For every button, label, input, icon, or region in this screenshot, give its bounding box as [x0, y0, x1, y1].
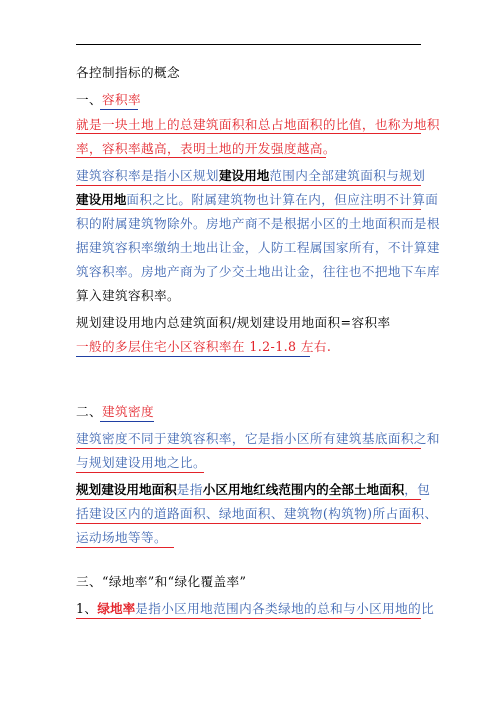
paragraph-2-line-3: 积的附属建筑物除外。房地产商不是根据小区的土地面积而是根: [76, 216, 440, 231]
formula-line: 规划建设用地内总建筑面积/规划建设用地面积=容积率: [76, 315, 391, 330]
text-span: 是指: [176, 482, 203, 497]
section-1-number: 一、: [76, 92, 102, 107]
text-span: 范围内全部建筑面积与规划: [269, 168, 426, 183]
paragraph-2-line-4: 据建筑容积率缴纳土地出让金，人防工程属国家所有，不计算建: [76, 240, 440, 255]
section-2-heading: [76, 403, 154, 421]
text-span: 1、: [76, 601, 98, 616]
text-span: 建设用地: [218, 168, 270, 183]
section-3-heading: 三、“绿地率”和“绿化覆盖率”: [76, 574, 247, 589]
paragraph-5-line-1: [76, 600, 434, 618]
header-rule: [76, 44, 421, 45]
section-1-title: 容积率: [102, 92, 141, 107]
paragraph-2-line-2: [76, 191, 438, 209]
paragraph-2-line-5: 筑容积率。房地产商为了少交土地出让金，往往也不把地下车库: [76, 264, 440, 279]
text-span: 建筑容积率是指小区规划: [76, 168, 219, 183]
paragraph-4-line-1: [76, 481, 430, 499]
section-1-heading: [76, 91, 141, 109]
document-title: 各控制指标的概念: [76, 65, 180, 80]
paragraph-1-line-2: 率，容积率越高，表明土地的开发强度越高。: [76, 141, 336, 156]
underline: [76, 185, 421, 186]
paragraph-4-line-3: 运动场地等等。: [76, 530, 167, 545]
underline: [76, 472, 204, 473]
paragraph-3-line-2: 与规划建设用地之比。: [76, 455, 206, 470]
underline: [100, 109, 138, 110]
text-span: 规划建设用地面积: [76, 482, 177, 497]
section-2-title: 建筑密度: [102, 404, 154, 419]
underline: [100, 421, 154, 422]
paragraph-3-line-1: 建筑密度不同于建筑容积率，它是指小区所有建筑基底面积之和: [76, 431, 440, 446]
underline: [76, 523, 421, 524]
underline: [76, 448, 421, 449]
underline: [76, 547, 174, 548]
text-span: 面积之比。附属建筑物也计算在内，但应注明不计算面: [126, 192, 439, 207]
underline: [76, 618, 421, 619]
underline: [76, 209, 421, 210]
text-span: ，包: [404, 482, 431, 497]
typical-range-line: 一般的多层住宅小区容积率在 1.2-1.8 左右.: [76, 339, 332, 354]
paragraph-2-line-1: [76, 167, 425, 185]
paragraph-1-line-1: 就是一块土地上的总建筑面积和总占地面积的比值，也称为地积: [76, 117, 440, 132]
text-span: 绿地率: [97, 601, 136, 616]
underline: [76, 133, 421, 134]
underline: [76, 499, 421, 500]
paragraph-2-line-6: 算入建筑容积率。: [76, 288, 180, 303]
underline: [76, 356, 310, 357]
section-2-number: 二、: [76, 404, 102, 419]
underline: [76, 157, 326, 158]
text-span: 小区用地红线范围内的全部土地面积: [202, 482, 405, 497]
text-span: 建设用地: [76, 192, 127, 207]
paragraph-4-line-2: 括建设区内的道路面积、绿地面积、建筑物(构筑物)所占面积、: [76, 506, 438, 521]
text-span: 是指小区用地范围内各类绿地的总和与小区用地的比: [135, 601, 435, 616]
